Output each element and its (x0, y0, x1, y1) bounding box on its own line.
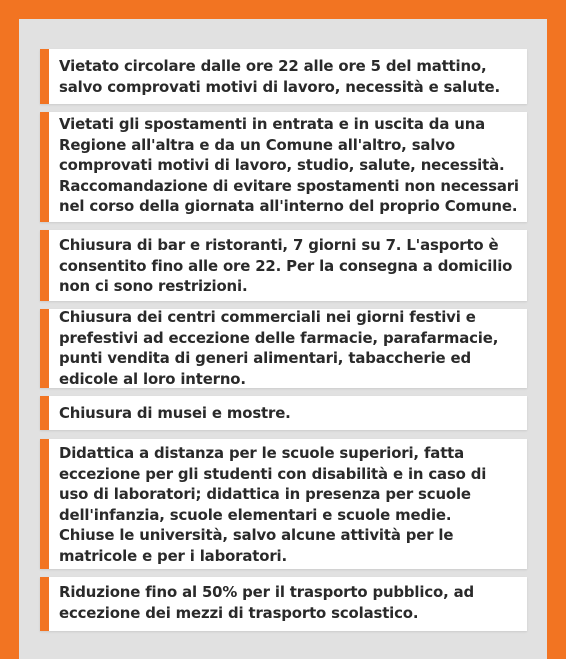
measure-text: Chiusura dei centri commerciali nei giorni festivi e prefestivi ad eccezione delle farmacie, parafarmacie, punti vendita di generi alimentari, tabaccherie ed edicole al loro interno. (59, 308, 499, 388)
measure-card-museums (40, 396, 527, 430)
measure-text: Chiusura di bar e ristoranti, 7 giorni su 7. L'asporto è consentito fino alle ore 22. Per la consegna a domicilio non ci sono restrizioni. (59, 236, 513, 295)
measure-card-bars-restaurants (40, 230, 527, 301)
measure-text: Vietati gli spostamenti in entrata e in uscita da una Regione all'altra e da un Comune all'altro, salvo comprovati motivi di lavoro, studio, salute, necessità. Raccomandazione di evitare spostamenti non necessari nel corso della giornata all'interno del proprio Comune. (59, 115, 519, 215)
measure-card-travel (40, 112, 527, 222)
measure-card-shopping-centers (40, 309, 527, 388)
measure-text: Didattica a distanza per le scuole superiori, fatta eccezione per gli studenti con disabilità e in caso di uso di laboratori; didattica in presenza per scuole dell'infanzia, scuole elementari e scuole medie. Chiuse le università, salvo alcune attività per le matricole e per i laboratori. (59, 444, 487, 565)
measure-text: Vietato circolare dalle ore 22 alle ore 5 del mattino, salvo comprovati motivi di lavoro, necessità e salute. (59, 57, 500, 96)
measure-card-curfew (40, 49, 527, 104)
measure-card-schools (40, 439, 527, 569)
measure-card-transport (40, 577, 527, 631)
measure-text: Riduzione fino al 50% per il trasporto pubblico, ad eccezione dei mezzi di trasporto scolastico. (59, 583, 475, 622)
measures-panel (19, 19, 547, 659)
measure-text: Chiusura di musei e mostre. (59, 404, 291, 422)
